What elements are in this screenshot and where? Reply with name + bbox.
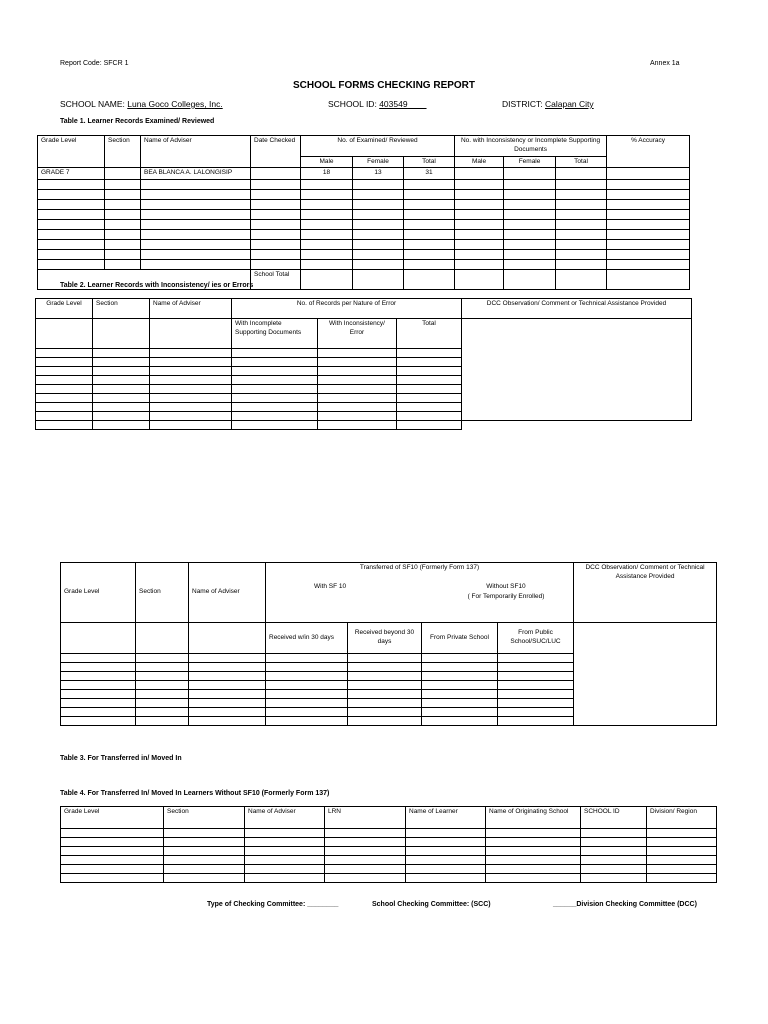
t1-row1-grade: GRADE 7 — [38, 168, 105, 180]
t3-h-transferred-cell — [266, 563, 574, 623]
school-name-label: SCHOOL NAME: — [60, 99, 125, 109]
t3-h-grade: Grade Level — [61, 563, 136, 623]
table-row — [61, 865, 717, 874]
table4-caption: Table 4. For Transferred In/ Moved In Learners Without SF10 (Formerly Form 137) — [60, 790, 330, 797]
table2-caption: Table 2. Learner Records with Inconsistency/ ies or Errors — [60, 282, 254, 289]
table-row — [38, 240, 690, 250]
table-row — [61, 874, 717, 883]
table-row — [38, 168, 690, 180]
table-row — [38, 260, 690, 270]
t2-h-incomplete: With Incomplete Supporting Documents — [232, 319, 318, 349]
district-label: DISTRICT: — [502, 99, 543, 109]
t3-h-private: From Private School — [422, 623, 498, 654]
table4 — [60, 806, 717, 883]
annex-label: Annex 1a — [650, 60, 680, 67]
t1-h-female2: Female — [504, 156, 556, 168]
t4-h-learner: Name of Learner — [406, 807, 486, 829]
t3-h-public: From Public School/SUC/LUC — [498, 623, 574, 654]
t2-h-section: Section — [93, 299, 150, 319]
t1-h-total: Total — [404, 156, 455, 168]
checking-committee-type: Type of Checking Committee: ________ — [207, 901, 339, 908]
table-row — [38, 200, 690, 210]
t4-h-school-id: SCHOOL ID — [581, 807, 647, 829]
t3-h-transferred: Transferred of SF10 (Formerly Form 137) — [359, 564, 480, 571]
t1-h-accuracy: % Accuracy — [607, 136, 690, 168]
dcc-label: ______Division Checking Committee (DCC) — [553, 901, 697, 908]
t2-h-dcc: DCC Observation/ Comment or Technical Assistance Provided — [462, 299, 692, 319]
school-name-line — [60, 99, 223, 109]
t1-h-male: Male — [301, 156, 353, 168]
t4-h-division: Division/ Region — [647, 807, 717, 829]
t1-h-examined: No. of Examined/ Reviewed — [301, 136, 455, 157]
t4-h-grade: Grade Level — [61, 807, 164, 829]
t1-h-male2: Male — [455, 156, 504, 168]
t1-h-inconsistency: No. with Inconsistency or Incomplete Supporting Documents — [455, 136, 607, 157]
t4-h-section: Section — [164, 807, 245, 829]
t1-row1-female: 13 — [353, 168, 404, 180]
table-row — [61, 856, 717, 865]
table-row — [38, 220, 690, 230]
page-title: SCHOOL FORMS CHECKING REPORT — [292, 80, 476, 91]
district-line — [502, 99, 594, 109]
table-row — [36, 421, 692, 430]
table-row — [38, 180, 690, 190]
t1-h-total2: Total — [556, 156, 607, 168]
table1-caption: Table 1. Learner Records Examined/ Reviewed — [60, 118, 215, 125]
t1-row1-male: 18 — [301, 168, 353, 180]
table-row — [61, 838, 717, 847]
t2-h-nature: No. of Records per Nature of Error — [232, 299, 462, 319]
table-row — [38, 250, 690, 260]
t2-h-total: Total — [397, 319, 462, 349]
t3-h-recv-beyond: Received beyond 30 days — [348, 623, 422, 654]
school-id-value: 403549 — [379, 99, 408, 109]
t3-h-dcc: DCC Observation/ Comment or Technical Assistance Provided — [574, 563, 717, 623]
table-row — [38, 210, 690, 220]
t4-h-adviser: Name of Adviser — [245, 807, 325, 829]
t1-h-section: Section — [105, 136, 141, 168]
t2-h-with-incons: With Inconsistency/ Error — [318, 319, 397, 349]
t1-school-total: School Total — [251, 270, 301, 290]
t2-h-grade: Grade Level — [36, 299, 93, 319]
t3-h-section: Section — [136, 563, 189, 623]
t3-h-without-sf10: Without SF10 — [486, 582, 526, 590]
t3-h-temp: ( For Temporarily Enrolled) — [467, 592, 545, 600]
table-row — [61, 829, 717, 838]
t3-h-adviser: Name of Adviser — [189, 563, 266, 623]
school-id-line: SCHOOL ID: 403549____ — [328, 99, 427, 109]
table-row — [38, 230, 690, 240]
scc-label: School Checking Committee: (SCC) — [372, 901, 491, 908]
t3-h-with-sf10: With SF 10 — [314, 582, 347, 590]
t1-h-adviser: Name of Adviser — [141, 136, 251, 168]
t4-h-origin: Name of Originating School — [486, 807, 581, 829]
t1-h-date: Date Checked — [251, 136, 301, 168]
report-code: Report Code: SFCR 1 — [60, 60, 129, 67]
t4-h-lrn: LRN — [325, 807, 406, 829]
t2-h-adviser: Name of Adviser — [150, 299, 232, 319]
t1-h-grade: Grade Level — [38, 136, 105, 168]
school-id-label: SCHOOL ID: — [328, 99, 377, 109]
district-value: Calapan City — [545, 99, 594, 109]
t1-row1-adviser: BEA BLANCA A. LALONGISIP — [141, 168, 251, 180]
t3-h-recv-within: Received w/in 30 days — [266, 623, 348, 654]
t1-row1-total: 31 — [404, 168, 455, 180]
table-row — [38, 190, 690, 200]
table2 — [35, 298, 692, 430]
t1-h-female: Female — [353, 156, 404, 168]
school-name-value: Luna Goco Colleges, Inc. — [127, 99, 223, 109]
table3 — [60, 562, 717, 726]
table-row — [61, 847, 717, 856]
table3-caption: Table 3. For Transferred in/ Moved In — [60, 755, 182, 762]
table1 — [37, 135, 690, 290]
